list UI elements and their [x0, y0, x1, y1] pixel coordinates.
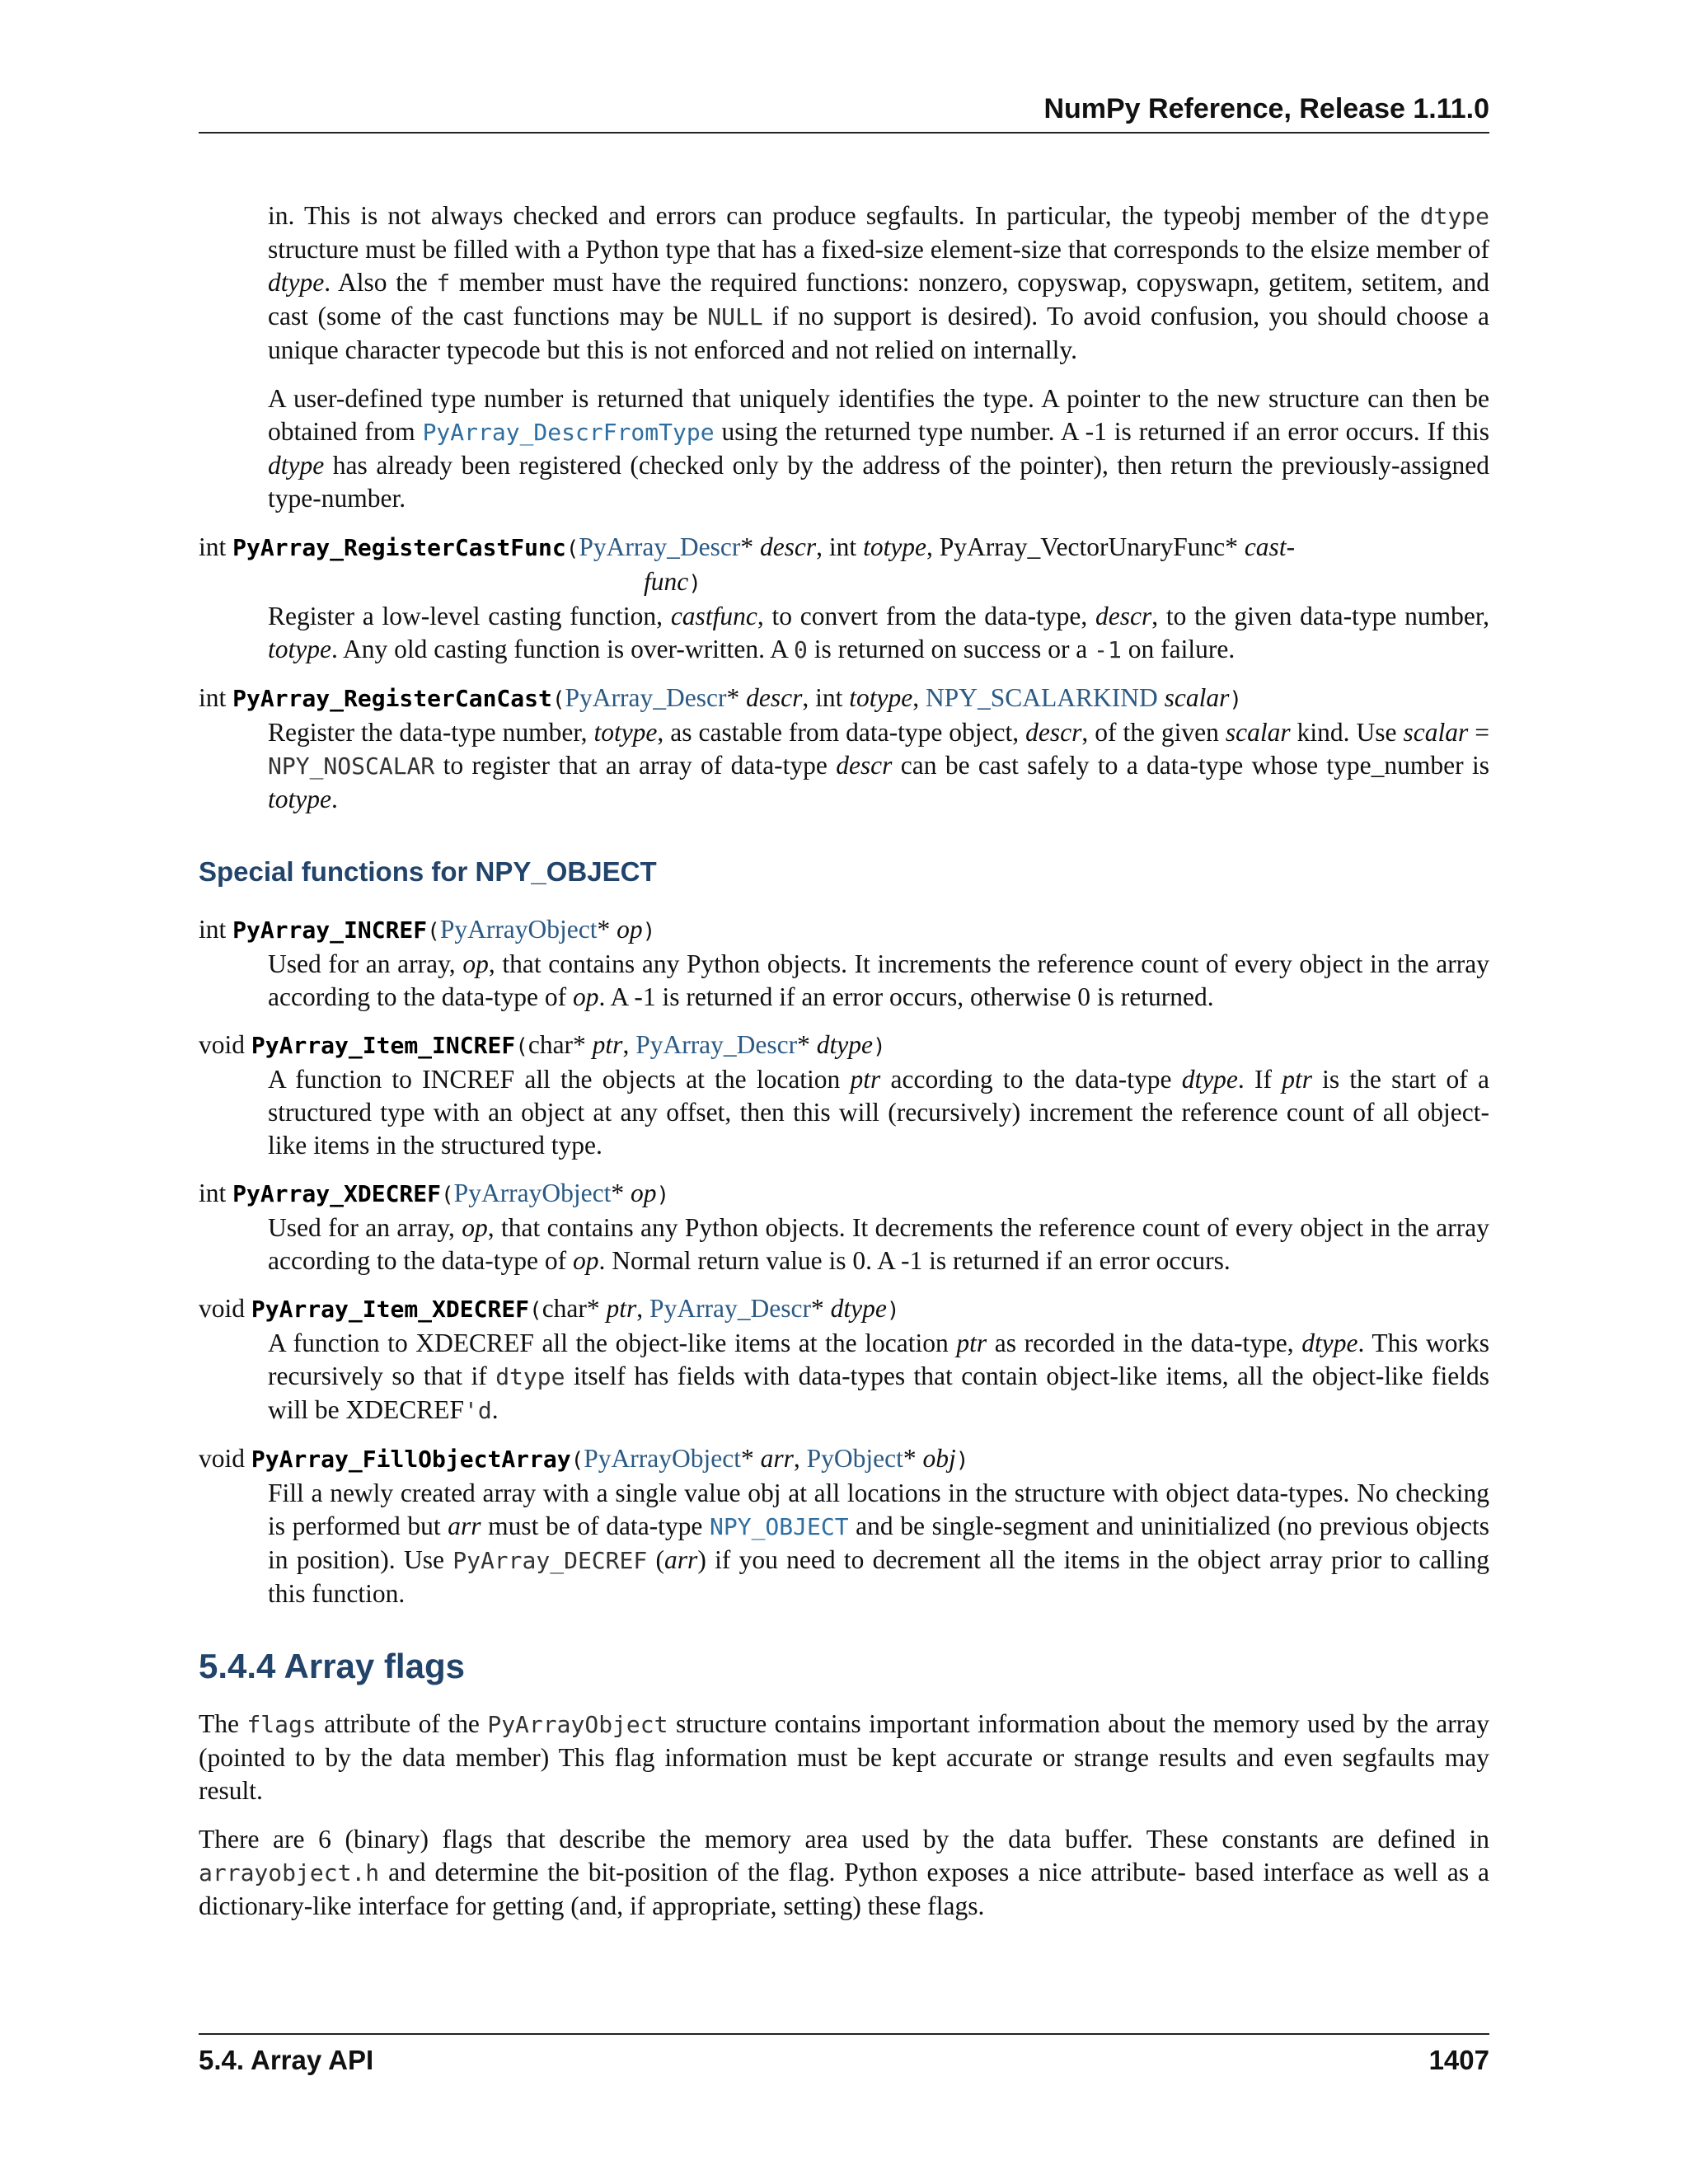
- param: ptr: [606, 1294, 637, 1323]
- text: and determine the bit-position of the flag. Python exposes a nice attribute- based interface as well as a dictionary-like interface for getting (and, if appropriate, setting) these flags.: [199, 1858, 1489, 1920]
- param: dtype: [816, 1030, 873, 1059]
- text: has already been registered (checked only by the address of the pointer), then return the previously-assigned type-number.: [268, 451, 1489, 513]
- description-item-xdecref: [268, 1327, 1489, 1427]
- page-number: 1407: [1428, 2045, 1489, 2075]
- text: in. This is not always checked and errors can produce segfaults. In particular, the typeobj member of the: [268, 201, 1410, 230]
- function-name: PyArray_Item_INCREF: [251, 1032, 516, 1059]
- signature-registercancast: [199, 682, 1489, 716]
- paren: ): [688, 571, 701, 596]
- param: totype: [863, 532, 927, 561]
- link-pyarray-descr[interactable]: PyArray_Descr: [635, 1030, 798, 1059]
- description-registercastfunc: [268, 600, 1489, 667]
- param: dtype: [830, 1294, 887, 1323]
- description-item-incref: [268, 1063, 1489, 1162]
- emphasis: dtype: [1181, 1065, 1238, 1094]
- emphasis: dtype: [268, 451, 325, 480]
- signature-item-xdecref: [199, 1292, 1489, 1327]
- return-type: void: [199, 1444, 251, 1473]
- return-type: int: [199, 532, 233, 561]
- text: . If: [1237, 1065, 1282, 1094]
- text: , that contains any Python objects. It decrements the reference count of every object in the array according to the data-type of: [268, 1213, 1489, 1275]
- param: ptr: [592, 1030, 623, 1059]
- paren: (: [529, 1298, 542, 1323]
- text: . Any old casting function is over-written. A: [331, 635, 795, 663]
- inline-code: PyArrayObject: [487, 1711, 668, 1738]
- inline-code: dtype: [495, 1363, 565, 1390]
- text: . This works recursively so that if: [268, 1329, 1489, 1390]
- inline-code: dtype: [1419, 203, 1489, 230]
- emphasis: scalar: [1225, 718, 1291, 747]
- text: itself has fields with data-types that contain object-like items, all the object-like fields will be XDECREF: [268, 1361, 1490, 1424]
- emphasis: ptr: [1282, 1065, 1312, 1094]
- param: cast-: [1244, 532, 1296, 561]
- text: member must have the required functions: nonzero, copyswap, copyswapn, getitem, setitem, and cast (some of the cast functions may be: [268, 268, 1489, 330]
- description-fillobjectarray: [268, 1477, 1489, 1610]
- text: .: [491, 1395, 499, 1424]
- inline-code: f: [436, 269, 451, 297]
- text: using the returned type number. A -1 is returned if an error occurs. If this: [714, 417, 1489, 446]
- paren: ): [656, 1183, 670, 1207]
- paren: ): [955, 1448, 969, 1473]
- link-pyobject[interactable]: PyObject: [806, 1444, 903, 1473]
- text: *: [597, 915, 617, 944]
- emphasis: arr: [448, 1511, 481, 1540]
- text: Used for an array,: [268, 1213, 462, 1242]
- text: , of the given: [1081, 718, 1226, 747]
- text: is the start of a structured type with an object at any offset, then this will (recursively) increment the reference count of all object-like items in the structured type.: [268, 1065, 1489, 1160]
- text: kind. Use: [1290, 718, 1404, 747]
- function-name: PyArray_Item_XDECREF: [251, 1296, 530, 1323]
- section-heading-array-flags: 5.4.4 Array flags: [199, 1647, 465, 1685]
- text: Used for an array,: [268, 949, 463, 978]
- running-header: [199, 93, 1489, 134]
- text: to register that an array of data-type: [434, 751, 837, 780]
- paren: ): [886, 1298, 900, 1323]
- intro-paragraph-1: [268, 199, 1489, 367]
- paren: (: [515, 1034, 528, 1059]
- text: , to convert from the data-type,: [757, 602, 1096, 630]
- text: [1158, 683, 1165, 712]
- text: structure must be filled with a Python type that has a fixed-size element-size that corresponds to the elsize member of: [268, 235, 1489, 264]
- text: and be single-segment and uninitialized (no previous objects in position). Use: [268, 1511, 1489, 1574]
- emphasis: totype: [593, 718, 658, 747]
- paren: (: [551, 687, 565, 712]
- param: obj: [922, 1444, 956, 1473]
- text: *: [740, 1444, 761, 1473]
- param: totype: [849, 683, 913, 712]
- inline-code: flags: [246, 1711, 316, 1738]
- text: . Also the: [324, 268, 437, 297]
- return-type: int: [199, 1179, 233, 1207]
- subsection-heading-npy-object: Special functions for NPY_OBJECT: [199, 856, 657, 887]
- emphasis: castfunc: [670, 602, 757, 630]
- emphasis: ptr: [850, 1065, 881, 1094]
- signature-incref: [199, 913, 1489, 948]
- inline-code: NPY_NOSCALAR: [268, 752, 435, 780]
- text: , PyArray_VectorUnaryFunc*: [926, 532, 1245, 561]
- emphasis: dtype: [1301, 1329, 1358, 1357]
- text: Register the data-type number,: [268, 718, 594, 747]
- link-pyarray-descr[interactable]: PyArray_Descr: [649, 1294, 811, 1323]
- emphasis: op: [572, 1246, 599, 1275]
- emphasis: descr: [1025, 718, 1082, 747]
- text: as recorded in the data-type,: [987, 1329, 1302, 1357]
- text: structure contains important information about the memory used by the array (pointed to by the data member) This flag information must be kept accurate or strange results and even segfaults may result.: [199, 1709, 1489, 1805]
- text: is returned on success or a: [807, 635, 1095, 663]
- text: *: [611, 1179, 631, 1207]
- return-type: int: [199, 915, 233, 944]
- text: , int: [802, 683, 850, 712]
- param: descr: [746, 683, 803, 712]
- inline-code: arrayobject.h: [199, 1859, 380, 1886]
- return-type: void: [199, 1030, 251, 1059]
- text: according to the data-type: [880, 1065, 1182, 1094]
- text: A function to XDECREF all the object-like items at the location: [268, 1329, 957, 1357]
- signature-xdecref: [199, 1177, 1489, 1212]
- text: A function to INCREF all the objects at the location: [268, 1065, 851, 1094]
- text: There are 6 (binary) flags that describe the memory area used by the data buffer. These constants are defined in: [199, 1825, 1489, 1854]
- description-registercancast: [268, 716, 1489, 816]
- text: if no support is desired). To avoid confusion, you should choose a unique character typecode but this is not enforced and not relied on internally.: [268, 302, 1489, 364]
- param: scalar: [1164, 683, 1230, 712]
- emphasis: op: [462, 1213, 488, 1242]
- text: (: [647, 1545, 665, 1574]
- emphasis: dtype: [268, 268, 325, 297]
- text: char*: [528, 1030, 593, 1059]
- text: , to the given data-type number,: [1151, 602, 1489, 630]
- emphasis: arr: [664, 1545, 698, 1574]
- paren: (: [570, 1448, 584, 1473]
- param: op: [617, 915, 643, 944]
- text: *: [726, 683, 747, 712]
- paren: (: [565, 537, 579, 561]
- paren: (: [427, 919, 440, 944]
- inline-code: 'd: [464, 1397, 492, 1424]
- text: =: [1468, 718, 1489, 747]
- emphasis: descr: [836, 751, 893, 780]
- text: can be cast safely to a data-type whose type_number is: [892, 751, 1489, 780]
- function-name: PyArray_FillObjectArray: [251, 1446, 571, 1473]
- flags-paragraph-2: [199, 1823, 1489, 1923]
- function-name: PyArray_INCREF: [232, 916, 428, 944]
- emphasis: scalar: [1403, 718, 1469, 747]
- link-pyarrayobject[interactable]: PyArrayObject: [584, 1444, 741, 1473]
- description-xdecref: [268, 1212, 1489, 1277]
- inline-code: 0: [794, 636, 808, 663]
- text: ,: [622, 1030, 636, 1059]
- text: , that contains any Python objects. It increments the reference count of every object in the array according to the data-type of: [268, 949, 1489, 1011]
- text: on failure.: [1121, 635, 1236, 663]
- header-title: NumPy Reference, Release 1.11.0: [1043, 93, 1489, 124]
- link-pyarray-descrfromtype[interactable]: PyArray_DescrFromType: [422, 419, 715, 446]
- emphasis: op: [462, 949, 489, 978]
- signature-item-incref: [199, 1029, 1489, 1063]
- text: ,: [793, 1444, 807, 1473]
- function-name: PyArray_RegisterCastFunc: [232, 534, 566, 561]
- text: .: [331, 785, 338, 813]
- running-footer: [199, 2033, 1489, 2076]
- link-npy-scalarkind[interactable]: NPY_SCALARKIND: [925, 683, 1158, 712]
- inline-code: -1: [1094, 636, 1122, 663]
- text: *: [903, 1444, 923, 1473]
- text: . A -1 is returned if an error occurs, otherwise 0 is returned.: [598, 982, 1214, 1011]
- link-pyarrayobject[interactable]: PyArrayObject: [453, 1179, 612, 1207]
- text: Register a low-level casting function,: [268, 602, 671, 630]
- emphasis: totype: [268, 785, 331, 813]
- text: , int: [816, 532, 864, 561]
- text: ,: [912, 683, 926, 712]
- paren: ): [642, 919, 656, 944]
- paren: ): [1229, 687, 1242, 712]
- description-incref: [268, 948, 1489, 1014]
- signature-registercastfunc: [199, 531, 1489, 600]
- emphasis: op: [572, 982, 599, 1011]
- param: descr: [759, 532, 817, 561]
- inline-code: PyArray_DECREF: [452, 1547, 648, 1574]
- emphasis: descr: [1095, 602, 1152, 630]
- function-name: PyArray_XDECREF: [232, 1180, 442, 1207]
- return-type: void: [199, 1294, 251, 1323]
- paren: ): [872, 1034, 886, 1059]
- footer-section: 5.4. Array API: [199, 2045, 374, 2075]
- text: . Normal return value is 0. A -1 is returned if an error occurs.: [598, 1246, 1231, 1275]
- link-pyarray-descr[interactable]: PyArray_Descr: [579, 532, 741, 561]
- param: op: [631, 1179, 657, 1207]
- inline-code: NULL: [707, 303, 763, 330]
- link-pyarrayobject[interactable]: PyArrayObject: [439, 915, 598, 944]
- text: *: [797, 1030, 817, 1059]
- emphasis: ptr: [956, 1329, 987, 1357]
- text: The: [199, 1709, 247, 1738]
- text: *: [810, 1294, 831, 1323]
- page-content: [199, 199, 1489, 1938]
- paren: (: [441, 1183, 454, 1207]
- flags-paragraph-1: [199, 1708, 1489, 1807]
- link-pyarray-descr[interactable]: PyArray_Descr: [565, 683, 727, 712]
- text: ) if you need to decrement all the items in the object array prior to calling this function.: [268, 1545, 1489, 1608]
- param: arr: [760, 1444, 794, 1473]
- text: , as castable from data-type object,: [657, 718, 1026, 747]
- function-name: PyArray_RegisterCanCast: [232, 685, 552, 712]
- text: must be of data-type: [481, 1511, 710, 1540]
- text: char*: [542, 1294, 607, 1323]
- signature-fillobjectarray: [199, 1442, 1489, 1477]
- param: func: [644, 567, 689, 596]
- link-npy-object[interactable]: NPY_OBJECT: [710, 1513, 849, 1540]
- emphasis: totype: [268, 635, 331, 663]
- return-type: int: [199, 683, 233, 712]
- text: *: [740, 532, 760, 561]
- text: attribute of the: [316, 1709, 488, 1738]
- text: Fill a newly created array with a single value obj at all locations in the structure with object data-types. No checking is performed but: [268, 1479, 1489, 1540]
- intro-paragraph-2: [268, 382, 1489, 515]
- text: A user-defined type number is returned that uniquely identifies the type. A pointer to the new structure can then be obtained from: [268, 384, 1489, 446]
- text: ,: [636, 1294, 650, 1323]
